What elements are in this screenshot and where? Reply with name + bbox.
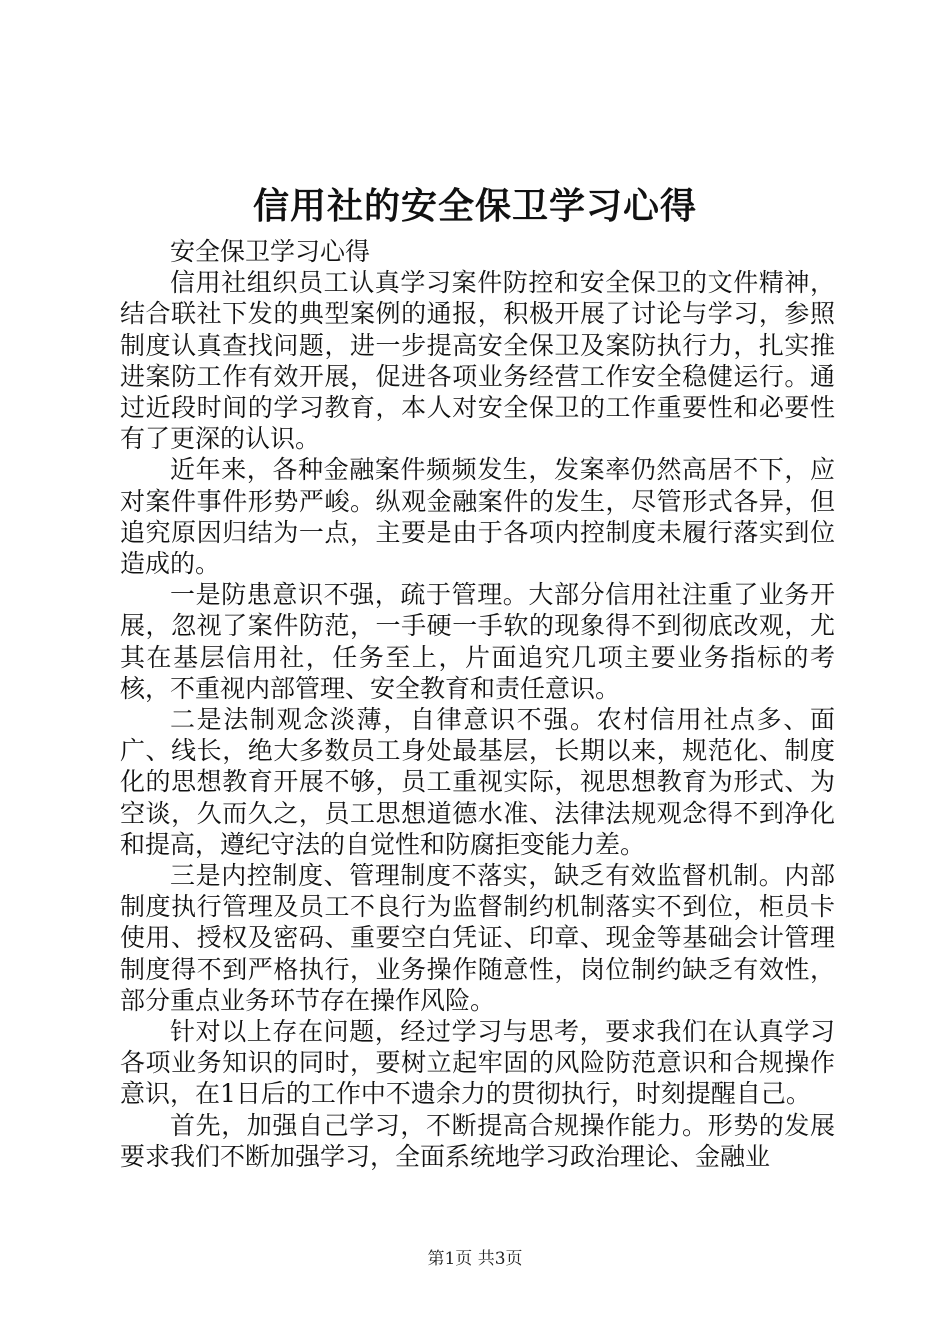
paragraph: 三是内控制度、管理制度不落实，缺乏有效监督机制。内部制度执行管理及员工不良行为监督制约机制落实不到位，柜员卡使用、授权及密码、重要空白凭证、印章、现金等基础会计管理制度得不到严格执行，业务操作随意性，岗位制约缺乏有效性，部分重点业务环节存在操作风险。 [120, 861, 835, 1015]
paragraph-subtitle: 安全保卫学习心得 [170, 237, 371, 266]
page-number-footer: 第1页 共3页 [427, 1249, 523, 1269]
document-title: 信用社的安全保卫学习心得 [252, 185, 697, 227]
document-body [120, 236, 835, 1172]
paragraph: 一是防患意识不强，疏于管理。大部分信用社注重了业务开展，忽视了案件防范，一手硬一手软的现象得不到彻底改观，尤其在基层信用社，任务至上，片面追究几项主要业务指标的考核，不重视内部管理、安全教育和责任意识。 [120, 580, 835, 703]
paragraph: 信用社组织员工认真学习案件防控和安全保卫的文件精神，结合联社下发的典型案例的通报，积极开展了讨论与学习，参照制度认真查找问题，进一步提高安全保卫及案防执行力，扎实推进案防工作有效开展，促进各项业务经营工作安全稳健运行。通过近段时间的学习教育，本人对安全保卫的工作重要性和必要性有了更深的认识。 [120, 268, 835, 454]
paragraph: 针对以上存在问题，经过学习与思考，要求我们在认真学习各项业务知识的同时，要树立起牢固的风险防范意识和合规操作意识，在1日后的工作中不遗余力的贯彻执行，时刻提醒自己。 [120, 1017, 835, 1109]
paragraph: 二是法制观念淡薄，自律意识不强。农村信用社点多、面广、线长，绝大多数员工身处最基层，长期以来，规范化、制度化的思想教育开展不够，员工重视实际，视思想教育为形式、为空谈，久而久之，员工思想道德水准、法律法规观念得不到净化和提高，遵纪守法的自觉性和防腐拒变能力差。 [120, 705, 835, 859]
paragraph: 近年来，各种金融案件频频发生，发案率仍然高居不下，应对案件事件形势严峻。纵观金融案件的发生，尽管形式各异，但追究原因归结为一点，主要是由于各项内控制度未履行落实到位造成的。 [120, 455, 835, 579]
paragraph: 首先，加强自己学习，不断提高合规操作能力。形势的发展要求我们不断加强学习，全面系统地学习政治理论、金融业 [120, 1110, 835, 1171]
